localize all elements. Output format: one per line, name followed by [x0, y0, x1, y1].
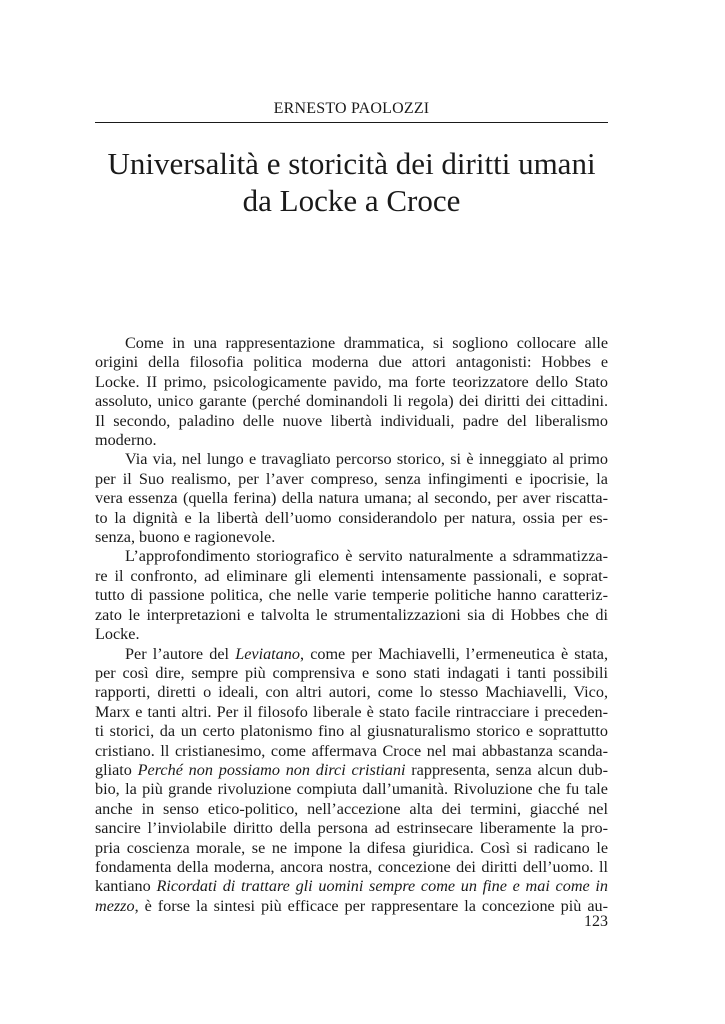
- text-line: rapporti, diretti o ideali, con altri autori, come lo stesso Machiavelli, Vico,: [95, 683, 608, 702]
- paragraph-4: [95, 645, 608, 917]
- italic-kant-quote-end: mezzo: [95, 896, 135, 915]
- text-line: Come in una rappresentazione drammatica, si sogliono collocare alle: [125, 334, 608, 352]
- text-line: re il confronto, ad eliminare gli elementi intensamente passionali, e soprat-: [95, 566, 608, 585]
- text-line: vera essenza (quella ferina) della natura umana; al secondo, per aver riscatta-: [95, 489, 608, 508]
- text-line: Locke. II primo, psicologicamente pavido, ma forte teorizzatore dello Stato: [95, 372, 608, 391]
- text-line: moderno.: [95, 431, 157, 450]
- text-line: mezzo, è forse la sintesi più efficace per rappresentare la concezione più au-: [95, 896, 608, 915]
- text-line: fondamenta della moderna, ancora nostra, concezione dei diritti dell’uomo. ll: [95, 857, 608, 876]
- paragraph-3: [95, 547, 608, 644]
- paragraph-1: [95, 334, 608, 450]
- text-line: gliato Perché non possiamo non dirci cristiani rappresenta, senza alcun dub-: [95, 760, 608, 779]
- text-line: Locke.: [95, 625, 140, 644]
- text-line: Via via, nel lungo e travagliato percorso storico, si è inneggiato al primo: [125, 450, 608, 469]
- text-line: Il secondo, paladino delle nuove libertà individuali, padre del liberalismo: [95, 411, 608, 430]
- text-line: to la dignità e la libertà dell’uomo considerandolo per natura, ossia per es-: [95, 508, 608, 527]
- text-line: sancire l’inviolabile diritto della persona ad estrinsecare liberamente la pro-: [95, 819, 608, 838]
- chapter-title: [95, 145, 608, 219]
- text-line: per così dire, sempre più comprensiva e sono stati indagati i tanti possibili: [95, 663, 608, 682]
- text-line: senza, buono e ragionevole.: [95, 528, 276, 547]
- text-line: origini della filosofia politica moderna due attori antagonisti: Hobbes e: [95, 353, 608, 372]
- text-line: Per l’autore del Leviatano, come per Machiavelli, l’ermeneutica è stata,: [125, 644, 609, 663]
- running-head-author: ERNESTO PAOLOZZI: [273, 100, 430, 117]
- text-line: tutto di passione politica, che nelle varie temperie politiche hanno caratteriz-: [95, 586, 608, 605]
- text-line: anche in senso etico-politico, nell’accezione alta dei termini, giacché nel: [95, 799, 608, 818]
- paragraph-2: [95, 450, 608, 547]
- text-line: zato le interpretazioni e talvolta le strumentalizzazioni sia di Hobbes che di: [95, 605, 608, 624]
- text-line: ti storici, da un certo platonismo fino al giusnaturalismo storico e soprattutto: [95, 722, 608, 741]
- text-line: bio, la più grande rivoluzione compiuta dall’umanità. Rivoluzione che fu tale: [95, 780, 608, 799]
- text-line: pria coscienza morale, se ne impone la difesa giuridica. Così si radicano le: [95, 838, 608, 857]
- body-text: [95, 334, 608, 916]
- page-number: 123: [584, 913, 608, 930]
- text-line: Marx e tanti altri. Per il filosofo liberale è stato facile rintracciare i preceden-: [95, 702, 608, 721]
- chapter-title-line-1: Universalità e storicità dei diritti umani: [107, 146, 596, 181]
- italic-kant-quote: Ricordati di trattare gli uomini sempre come un fine e mai come in: [156, 877, 608, 896]
- chapter-title-line-2: da Locke a Croce: [242, 183, 461, 218]
- text-line: per il Suo realismo, per l’aver compreso, senza infingimenti e ipocrisie, la: [95, 469, 608, 488]
- header-rule: [95, 122, 608, 123]
- text-line: kantiano Ricordati di trattare gli uomini sempre come un fine e mai come in: [95, 877, 608, 896]
- text-line: assoluto, unico garante (perché dominandoli li regola) dei diritti dei cittadini.: [95, 392, 608, 411]
- text-line: cristiano. ll cristianesimo, come affermava Croce nel mai abbastanza scanda-: [95, 741, 608, 760]
- text-line: L’approfondimento storiografico è servito naturalmente a sdrammatizza-: [125, 547, 608, 566]
- italic-title-croce: Perché non possiamo non dirci cristiani: [137, 760, 406, 779]
- italic-title-leviatano: Leviatano: [235, 644, 300, 663]
